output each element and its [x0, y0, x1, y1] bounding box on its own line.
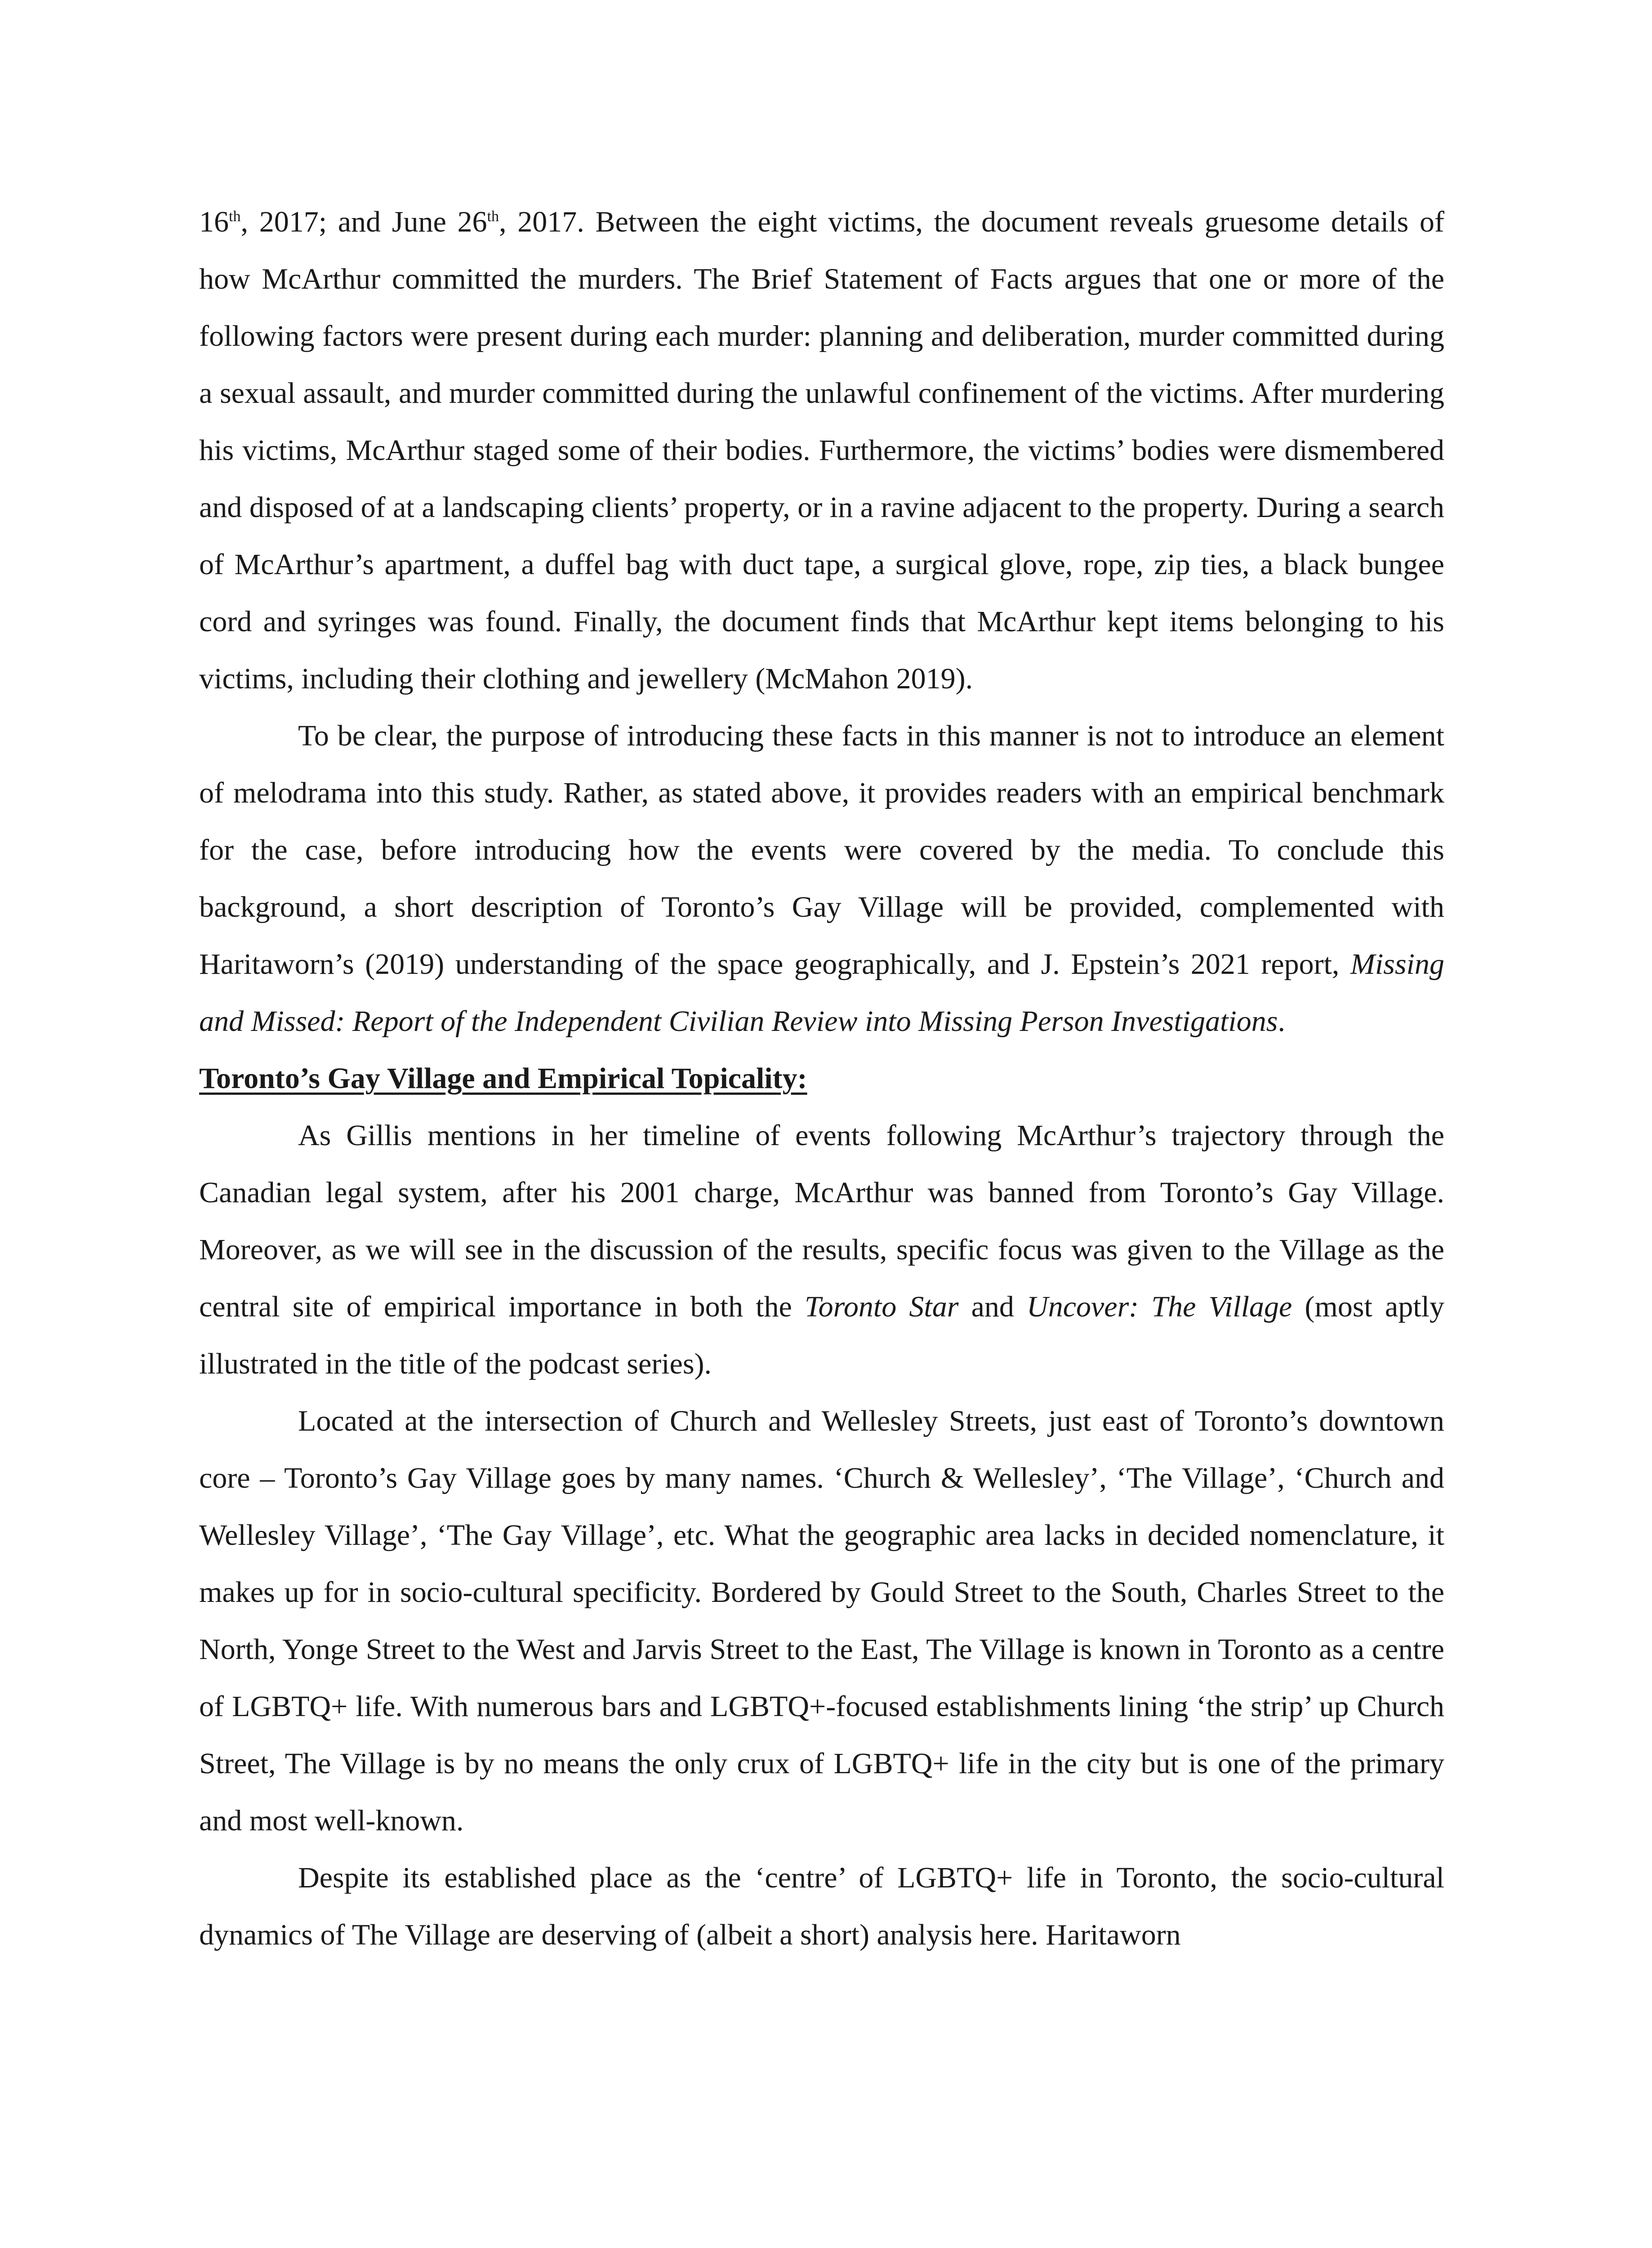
text-run: (most aptly illustrated in the title of the podcast series). — [199, 1290, 1445, 1380]
podcast-title-italic: Uncover: The Village — [1027, 1290, 1292, 1323]
ordinal-suffix: th — [229, 208, 241, 225]
paragraph-gillis-timeline — [199, 1107, 1444, 1392]
publication-title-italic: Toronto Star — [804, 1290, 959, 1323]
body-text — [199, 193, 1444, 1963]
text-run: , 2017; and June 26 — [240, 205, 487, 238]
text-run: As Gillis mentions in her timeline of events following McArthur’s trajectory through the Canadian legal system, after his 2001 charge, McArthur was banned from Toronto’s Gay Village. Moreover, as we will see in the discussion of the results, specific focus was given to the Village as the central site of empirical importance in both the — [199, 1119, 1444, 1323]
text-run: To be clear, the purpose of introducing these facts in this manner is not to introduce an element of melodrama into this study. Rather, as stated above, it provides readers with an empirical benchmark for the case, before introducing how the events were covered by the media. To conclude this background, a short description of Toronto’s Gay Village will be provided, complemented with Haritaworn’s (2019) understanding of the space geographically, and J. Epstein’s 2021 report, — [199, 719, 1444, 981]
paragraph-village-dynamics: Despite its established place as the ‘centre’ of LGBTQ+ life in Toronto, the socio-cultural dynamics of The Village are deserving of (albeit a short) analysis here. Haritaworn — [199, 1861, 1444, 1951]
text-run: . — [1278, 1005, 1285, 1038]
paragraph-village-location: Located at the intersection of Church and Wellesley Streets, just east of Toronto’s downtown core – Toronto’s Gay Village goes by many names. ‘Church & Wellesley’, ‘The Village’, ‘Church and Wellesley Village’, ‘The Gay Village’, etc. What the geographic area lacks in decided nomenclature, it makes up for in socio-cultural specificity. Bordered by Gould Street to the South, Charles Street to the North, Yonge Street to the West and Jarvis Street to the East, The Village is known in Toronto as a centre of LGBTQ+ life. With numerous bars and LGBTQ+-focused establishments lining ‘the strip’ up Church Street, The Village is by no means the only crux of LGBTQ+ life in the city but is one of the primary and most well-known. — [199, 1405, 1444, 1837]
text-run: 16 — [199, 205, 229, 238]
text-run: and — [958, 1290, 1027, 1323]
text-run: , 2017. Between the eight victims, the document reveals gruesome details of how McArthur committed the murders. The Brief Statement of Facts argues that one or more of the following factors were present during each murder: planning and deliberation, murder committed during a sexual assault, and murder committed during the unlawful confinement of the victims. After murdering his victims, McArthur staged some of their bodies. Furthermore, the victims’ bodies were dismembered and disposed of at a landscaping clients’ property, or in a ravine adjacent to the property. During a search of McArthur’s apartment, a duffel bag with duct tape, a surgical glove, rope, zip ties, a black bungee cord and syringes was found. Finally, the document finds that McArthur kept items belonging to his victims, including their clothing and jewellery (McMahon 2019). — [199, 205, 1445, 695]
section-heading-text: Toronto’s Gay Village and Empirical Topicality: — [199, 1062, 807, 1095]
paragraph-victims-facts — [199, 193, 1444, 707]
ordinal-suffix: th — [487, 208, 499, 225]
paragraph-purpose — [199, 707, 1444, 1050]
report-title-italic: Missing and Missed: Report of the Independent Civilian Review into Missing Person Investigations — [199, 948, 1444, 1038]
section-heading — [199, 1050, 1444, 1107]
